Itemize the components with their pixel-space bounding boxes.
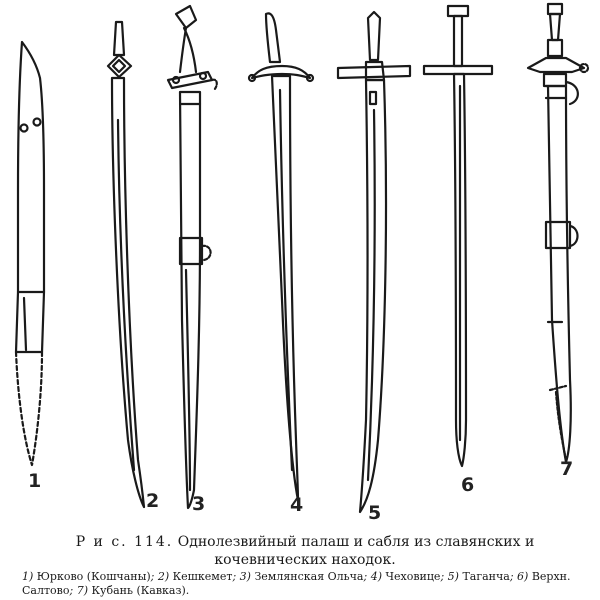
figure-number-4: 4	[290, 494, 304, 516]
figure-number-6: 6	[461, 474, 475, 496]
figure-caption-title: Однолезвийный палаш и сабля из славянских и кочевнических находок.	[177, 534, 535, 568]
figure-number-7: 7	[560, 458, 574, 480]
figure-number-5: 5	[368, 502, 382, 524]
sword-3-drawing	[168, 6, 217, 508]
sword-2-drawing	[108, 22, 144, 507]
source-7: 7) Кубань (Кавказ).	[76, 584, 190, 597]
sword-6-drawing	[424, 6, 492, 466]
source-6: 6) Верхн. Салтово;	[22, 570, 571, 597]
sword-1-drawing	[16, 42, 44, 465]
source-3: 3) Землянская Ольча;	[239, 570, 371, 583]
figure-caption	[20, 533, 590, 569]
figure-sources	[22, 570, 592, 598]
figure-number-3: 3	[192, 493, 206, 515]
sword-4-drawing	[249, 13, 313, 500]
figure-number-2: 2	[146, 490, 160, 512]
figure-number-1: 1	[28, 470, 42, 492]
sword-7-drawing	[528, 4, 588, 462]
source-2: 2) Кешкемет;	[157, 570, 240, 583]
figure-caption-lead: Р и с. 114.	[75, 534, 174, 550]
sword-5-drawing	[338, 12, 410, 512]
source-5: 5) Таганча;	[447, 570, 518, 583]
source-1: 1) Юрково (Кошчаны);	[22, 570, 158, 583]
source-4: 4) Чеховице;	[370, 570, 448, 583]
